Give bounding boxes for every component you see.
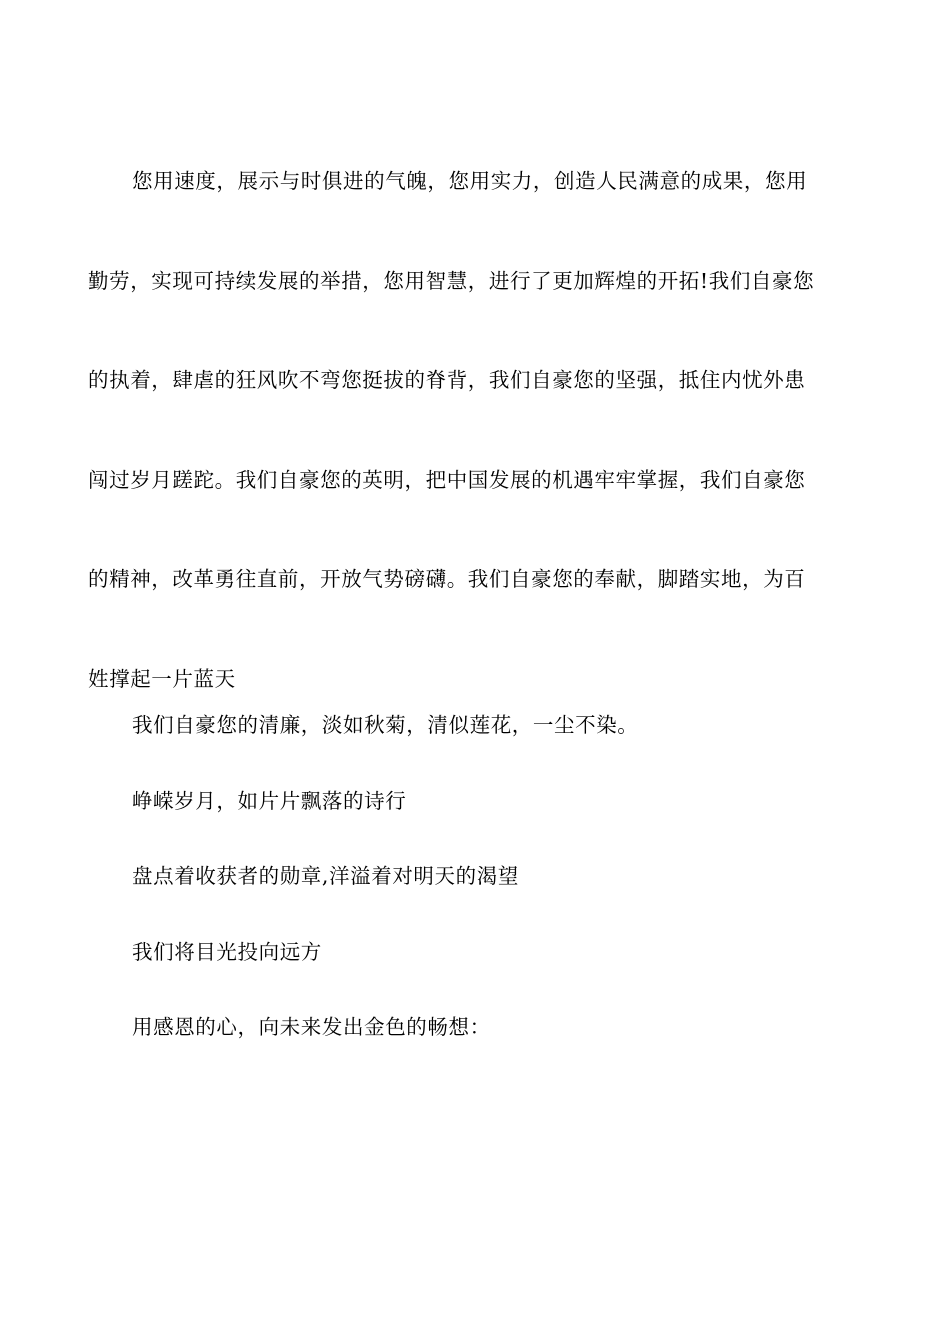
paragraph-line: 勤劳，实现可持续发展的举措，您用智慧，进行了更加辉煌的开拓!我们自豪您 <box>88 268 815 293</box>
paragraph-line: 的精神，改革勇往直前，开放气势磅礴。我们自豪您的奉献，脚踏实地，为百 <box>88 567 806 591</box>
verse-lines <box>132 703 852 1081</box>
paragraph-line: 的执着，肆虐的狂风吹不弯您挺拔的脊背，我们自豪您的坚强，抵住内忧外患 <box>88 368 806 392</box>
verse-line: 我们将目光投向远方 <box>132 939 322 964</box>
verse-line: 盘点着收获者的勋章,洋溢着对明天的渴望 <box>132 864 519 888</box>
paragraph-line: 您用速度，展示与时俱进的气魄，您用实力，创造人民满意的成果，您用 <box>132 169 808 193</box>
paragraph-line: 闯过岁月蹉跎。我们自豪您的英明，把中国发展的机遇牢牢掌握，我们自豪您 <box>88 467 806 492</box>
verse-line: 我们自豪您的清廉，淡如秋菊，清似莲花，一尘不染。 <box>132 713 639 737</box>
verse-line: 用感恩的心，向未来发出金色的畅想： <box>132 1015 491 1039</box>
paragraph-line: 姓撑起一片蓝天 <box>88 666 236 691</box>
main-paragraph <box>88 132 864 729</box>
verse-line: 峥嵘岁月，如片片飘落的诗行 <box>132 788 407 813</box>
